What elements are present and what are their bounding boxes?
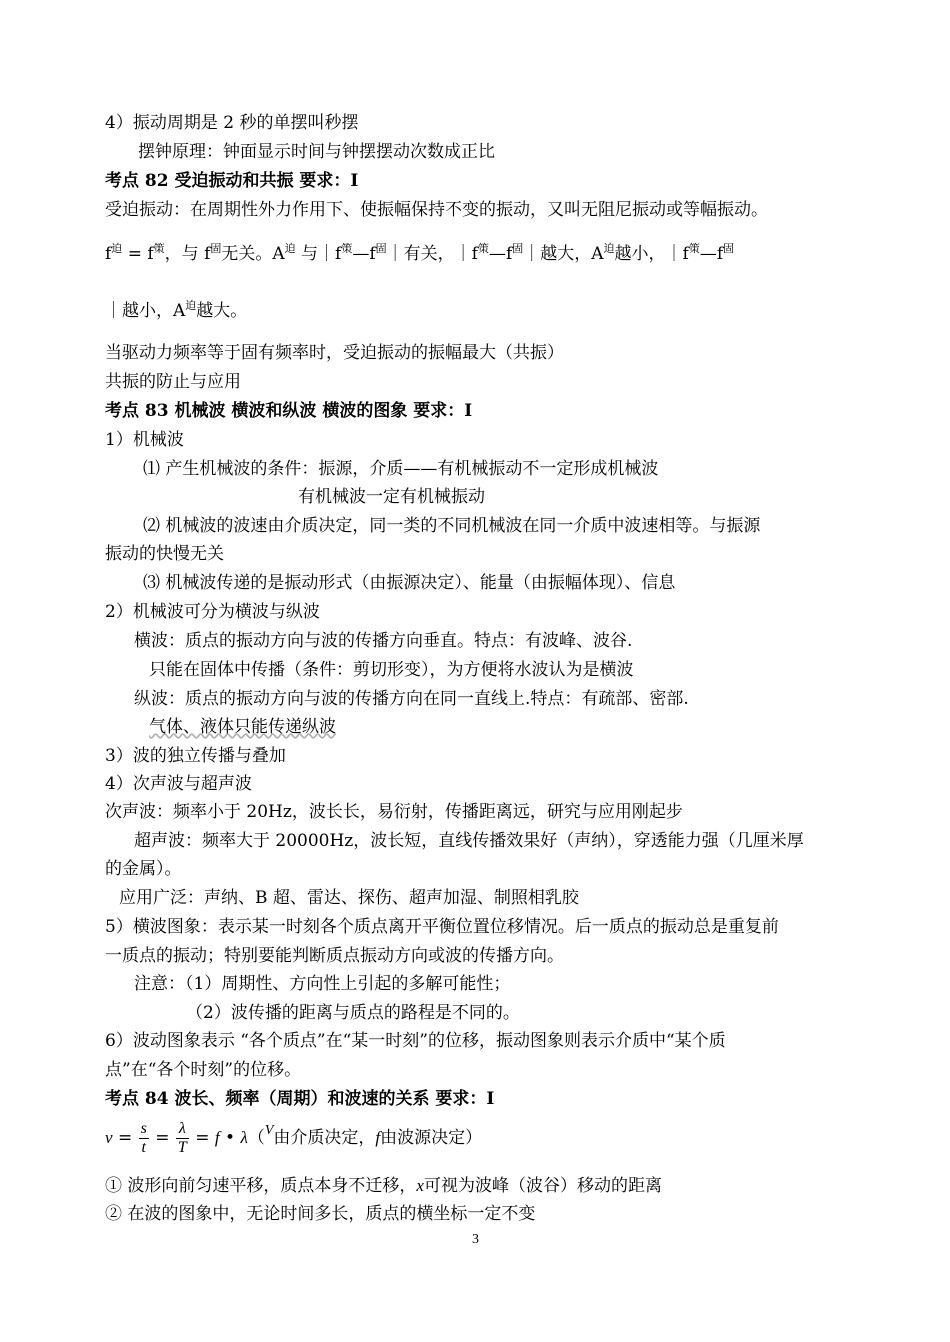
section-heading: 考点 82 受迫振动和共振 要求：Ⅰ	[105, 171, 359, 191]
fraction-lambda-over-T: $\frac{\lambda}{T}$	[177, 1120, 187, 1156]
text-line: 横波：质点的振动方向与波的传播方向垂直。特点：有波峰、波谷.	[134, 631, 633, 651]
page-number: 3	[472, 1232, 479, 1247]
text-line: 有机械波一定有机械振动	[298, 487, 485, 507]
text-line: （2）波传播的距离与质点的路程是不同的。	[186, 1003, 520, 1023]
forced-vibration-relation-cont: ｜越小，$A^迫$越大。	[105, 299, 248, 321]
text-line: 受迫振动：在周期性外力作用下、使振幅保持不变的振动，又叫无阻尼振动或等幅振动。	[105, 200, 768, 220]
text-line: 4）次声波与超声波	[105, 774, 252, 794]
fraction-s-over-t: $\frac{s}{t}$	[140, 1120, 147, 1156]
text-line: 5）横波图象：表示某一时刻各个质点离开平衡位置位移情况。后一质点的振动总是重复前	[105, 917, 779, 937]
text-line: ⑵ 机械波的波速由介质决定，同一类的不同机械波在同一介质中波速相等。与振源	[143, 516, 761, 536]
section-heading: 考点 83 机械波 横波和纵波 横波的图象 要求：Ⅰ	[105, 401, 473, 421]
text-line: 1）机械波	[105, 430, 184, 450]
text-line: 应用广泛：声纳、B 超、雷达、探伤、超声加湿、制照相乳胶	[119, 888, 579, 908]
text-line: ⑴ 产生机械波的条件：振源，介质——有机械振动不一定形成机械波	[143, 459, 659, 479]
text-line: 当驱动力频率等于固有频率时，受迫振动的振幅最大（共振）	[105, 343, 564, 363]
text-line: 振动的快慢无关	[105, 544, 224, 564]
text-line: 气体、液体只能传递纵波	[149, 717, 336, 737]
text-line: 超声波：频率大于 20000Hz，波长短，直线传播效果好（声纳），穿透能力强（几厘米厚	[134, 831, 804, 851]
text-line: 点”在“各个时刻”的位移。	[105, 1060, 302, 1080]
text-line: 共振的防止与应用	[105, 372, 241, 392]
text-line: ⑶ 机械波传递的是振动形式（由振源决定）、能量（由振幅体现）、信息	[143, 573, 676, 593]
text-line: ② 在波的图象中，无论时间多长，质点的横坐标一定不变	[105, 1204, 536, 1224]
text-line: 2）机械波可分为横波与纵波	[105, 602, 320, 622]
text-line: 纵波：质点的振动方向与波的传播方向在同一直线上.特点：有疏部、密部.	[134, 689, 689, 709]
text-line: 6）波动图象表示 “各个质点”在“某一时刻”的位移，振动图象则表示介质中“某个质	[105, 1031, 726, 1051]
wave-speed-formula: v = $\frac{s}{t}$ = $\frac{\lambda}{T}$ = f • λ（$^V$由介质决定，f由波源决定）	[105, 1120, 483, 1156]
text-line: 只能在固体中传播（条件：剪切形变），为方便将水波认为是横波	[149, 660, 634, 680]
text-line: 一质点的振动；特别要能判断质点振动方向或波的传播方向。	[105, 946, 564, 966]
text-line: 摆钟原理：钟面显示时间与钟摆摆动次数成正比	[138, 142, 495, 162]
section-heading: 考点 84 波长、频率（周期）和波速的关系 要求：Ⅰ	[105, 1089, 495, 1109]
text-line: 次声波：频率小于 20Hz，波长长，易衍射，传播距离远，研究与应用刚起步	[105, 802, 683, 822]
text-line: 3）波的独立传播与叠加	[105, 746, 286, 766]
forced-vibration-relation: $f^迫 = f^策$，与 $f^固$无关。$A^迫$ 与$|f^策—f^固|$有关，$|f^策—f^固|$越大，$A^迫$越小，$|f^策—f^固$	[105, 242, 735, 264]
text-line: 4）振动周期是 2 秒的单摆叫秒摆	[105, 113, 359, 133]
text-line: 的金属）。	[105, 859, 182, 879]
text-line: 注意：（1）周期性、方向性上引起的多解可能性；	[134, 974, 511, 994]
text-line: ① 波形向前匀速平移，质点本身不迁移，x可视为波峰（波谷）移动的距离	[105, 1176, 662, 1196]
